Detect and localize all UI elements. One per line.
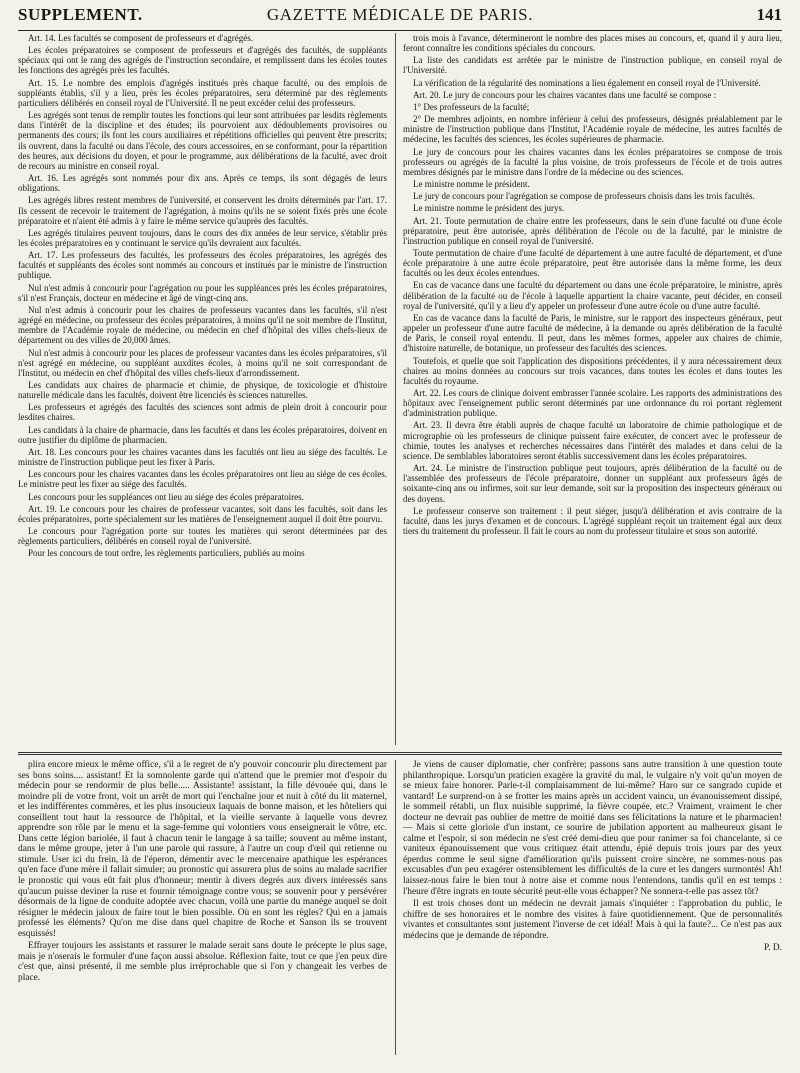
author-signature: P. D. <box>764 943 782 954</box>
paragraph: Je viens de causer diplomatie, cher confrère; passons sans autre transition à une question toute philanthropique. Lorsqu'un praticien exagère la gravité du mal, le vulgaire n'y voit qu'un moyen de se mieux faire honorer. Parle-t-il complaisamment de lui-même? Haro sur ce sangrado cupide et vantard! Le surprend-on à se frotter les mains après un accident vaincu, un évanouissement dissipé, le sommeil rétabli, un flux nuisible supprimé, la fièvre coupée, etc.? Vraiment, vraiment le cher docteur ne devrait pas oublier de mettre de moitié dans ses félicitations la nature et le pharmacien! — Mais si cette gloriole d'un instant, ce sourire de jubilation apportent au malheureux gisant le calme et l'espoir, si son médecin ne s'est créé demi-dieu que pour ranimer sa foi chancelante, si ce vaniteux épanouissement que vous critiquez était attendu, épié depuis trois jours par des yeux éperdus comme le seul signe d'amélioration qu'ils puissent croire sincère, ne sommes-nous pas excusables d'un peu exagérer ostensiblement les difficultés de la cure et les dangers surmontés! Ah! laissez-nous faire le bien tout à notre aise et comme nous l'entendons, tandis qu'il en est temps : l'heure d'être ingrats en toute sécurité peut-elle vous échapper? Ne sonnera-t-elle pas assez tôt? <box>403 760 782 897</box>
paragraph: Pour les concours de tout ordre, les règlements particuliers, publiés au moins <box>28 548 305 559</box>
paragraph: Les agrégés libres restent membres de l'université, et conservent les droits déterminés par l'art. 17. Ils cessent de recevoir le traitement de l'agrégation, à moins qu'ils ne se soient fixés près une école préparatoire et n'aient été admis à y faire le même service qu'auprès des facultés. <box>18 195 387 226</box>
journal-title: GAZETTE MÉDICALE DE PARIS. <box>266 5 534 24</box>
paragraph: Le concours pour l'agrégation porte sur toutes les matières qui seront déterminées par des règlements particuliers, délibérés en conseil royal de l'université. <box>18 526 387 547</box>
paragraph: Art. 14. Les facultés se composent de professeurs et d'agrégés. <box>28 33 254 43</box>
top-left-column <box>18 33 387 747</box>
section-divider <box>18 752 782 755</box>
paragraph: Art. 24. Le ministre de l'instruction publique peut toujours, après délibération de la faculté ou de l'assemblée des professeurs de l'école préparatoire, donner un suppléant aux professeurs âgés de soixante-cinq ans ou infirmes, soit sur leur demande, soit sur la proposition des inspecteurs généraux ou des doyens. <box>403 463 782 504</box>
paragraph: Le jury de concours pour les chaires vacantes dans les écoles préparatoires se compose de trois professeurs ou agrégés de la faculté la plus voisine, de trois professeurs de l'école et de trois autres membres désignés par le ministre dans l'ordre de la médecine ou des sciences. <box>403 146 782 177</box>
paragraph: Nul n'est admis à concourir pour les chaires de professeurs vacantes dans les facultés, s'il n'est agrégé en médecine, ou professeur des écoles préparatoires, à moins qu'il ne soit membre de l'Institut, membre de l'Académie royale de médecine, ou médecin en chef d'hôpital des villes chefs-lieux de département ou des villes de 20,000 âmes. <box>18 304 387 346</box>
paragraph: La vérification de la régularité des nominations a lieu également en conseil royal de l'Université. <box>413 77 761 88</box>
paragraph: Art. 15. Le nombre des emplois d'agrégés institués près chaque faculté, ou des emplois de suppléants établis, s'il y a lieu, près les écoles préparatoires, sera déterminé par des règlements particuliers délibérés en conseil royal de l'Université. Il ne peut excéder celui des professeurs. <box>18 77 387 108</box>
paragraph: Les concours pour les suppléances ont lieu au siége des écoles préparatoires. <box>28 491 304 502</box>
paragraph: Toutefois, et quelle que soit l'application des dispositions précédentes, il y aura nécessairement deux chaires au moins données au concours sur trois vacances, dans toutes les écoles et dans toutes les facultés du royaume. <box>403 355 782 386</box>
paragraph: Les candidats aux chaires de pharmacie et chimie, de physique, de toxicologie et d'histoire naturelle médicale dans les facultés, doivent être licenciés ès sciences naturelles. <box>18 380 387 401</box>
paragraph: En cas de vacance dans une faculté du département ou dans une école préparatoire, le ministre, après délibération de la faculté ou de l'école à laquelle appartient la chaire vacante, peut décider, en conseil royal de l'université, qu'il y a lieu d'y appeler un professeur d'une autre école ou d'une autre faculté. <box>403 280 782 311</box>
column-divider-bottom <box>395 760 396 1055</box>
bottom-right-column <box>403 760 782 1060</box>
paragraph: Art. 21. Toute permutation de chaire entre les professeurs, dans le sein d'une faculté ou d'une école préparatoire, peut être autorisée, après délibération de l'école ou de la faculté, par le ministre de l'instruction publique en conseil royal de l'université. <box>403 215 782 246</box>
page-number: 141 <box>756 5 782 24</box>
column-divider <box>395 33 396 745</box>
paragraph: Le ministre nomme le président des jurys. <box>413 203 565 214</box>
paragraph: Les agrégés titulaires peuvent toujours, dans le cours des dix années de leur service, s'établir près les écoles préparatoires en y continuant le service qu'ils devraient aux facultés. <box>18 227 387 248</box>
paragraph: En cas de vacance dans la faculté de Paris, le ministre, sur le rapport des inspecteurs généraux, peut appeler un professeur d'une autre faculté de médecine, à la demande ou après délibération de la faculté de Paris, le conseil royal entendu. Il peut, dans les mêmes formes, appeler aux chaires de chimie, d'histoire naturelle, de botanique, un professeur des facultés des sciences. <box>403 312 782 354</box>
paragraph: Les agrégés sont tenus de remplir toutes les fonctions qui leur sont attribuées par lesdits règlements dans l'intérêt de la discipline et des études; ils pourvoient aux dédoublements provisoires ou permanents des cours; ils font les cours auxiliaires et répétitions officielles qui peuvent être prescrits; ils ouvrent, dans la faculté ou dans l'école, des cours accessoires, en se conformant, pour la répartition des heures, aux décisions du doyen, et pour le programme, aux délibérations de la faculté, avec droit de recours au ministre en conseil royal. <box>18 110 387 171</box>
paragraph: 2° De membres adjoints, en nombre inférieur à celui des professeurs, désignés préalablement par le ministre de l'instruction publique dans l'Institut, l'Académie royale de médecine, les autres facultés de médecine, les facultés des sciences, les écoles supérieures de pharmacie. <box>403 114 782 145</box>
page-header <box>18 4 782 31</box>
paragraph: Art. 18. Les concours pour les chaires vacantes dans les facultés ont lieu au siége des facultés. Le ministre de l'instruction publique peut les fixer à Paris. <box>18 446 387 468</box>
paragraph: Il est trois choses dont un médecin ne devrait jamais s'inquiéter : l'approbation du public, le chiffre de ses honoraires et le nombre des visites à faire quotidiennement. Que de personnalités vivantes et consultantes sont justement l'inverse de cet idéal! Mais à qui la faute?... Ce n'est pas aux médecins que je demande de répondre. <box>403 899 782 941</box>
paragraph: Le ministre nomme le président. <box>413 179 530 190</box>
paragraph: Les candidats à la chaire de pharmacie, dans les facultés et dans les écoles préparatoires, doivent en outre justifier du diplôme de pharmacien. <box>18 424 387 445</box>
paragraph: Les professeurs et agrégés des facultés des sciences sont admis de plein droit à concourir pour lesdites chaires. <box>18 402 387 423</box>
paragraph: plira encore mieux le même office, s'il a le regret de n'y pouvoir concourir plu directement par ses bons soins.... assistant! Et la somnolente garde qui n'attend que le premier mot d'espoir du médecin pour se rendormir de plus belle..... Assistante! assistant, la fille dévouée qui, dans le moindre pli de votre front, voit un arrêt de mort qui l'enchaîne jour et nuit à côté du lit maternel, et les indifférentes commères, et les plus insoucieux laquais de bonne maison, et les hôteliers qui conseillent tout haut la ressource de l'hôpital, et la vieille servante à laquelle vous devrez apprendre son rôle par le menu et la sage-femme qui volontiers vous enseignerait le vôtre, etc. Dans cette légion bariolée, il faut à chacun tenir le langage à sa taille; souvent au même instant, dans le même groupe, jeter à l'un une parole qui rassure, à l'autre un coup d'œil qui retienne ou stimule. User ici du frein, là de l'éperon, démentir avec le mercenaire apathique les espérances qu'en face d'une mère il fallait simuler; au pronostic qui assurera plus de soins au malade sacrifier le pronostic qui vous eût fait plus d'honneur; mentir à divers degrés aux divers intéressés sans qu'aucun puisse deviner la ruse et fournir témoignage contre vous; se souvenir pour y persévérer désormais de la ligne de conduite adoptée avec chacun, voilà une partie du manége auquel se doit résigner le médecin jaloux de faire tout le bien possible. Où en sont les règles? Qui en a jamais professé les éléments? Qu'on me dise dans quel chapitre de Roche et Sanson ils se trouvent esquissés! <box>18 760 387 939</box>
paragraph: Art. 20. Le jury de concours pour les chaires vacantes dans une faculté se compose : <box>413 89 717 100</box>
paragraph: Art. 16. Les agrégés sont nommés pour dix ans. Après ce temps, ils sont dégagés de leurs obligations. <box>18 173 387 194</box>
bottom-left-column <box>18 760 387 1060</box>
paragraph: 1° Des professeurs de la faculté; <box>413 101 530 112</box>
paragraph: Les écoles préparatoires se composent de professeurs et d'agrégés des facultés, de suppléants spéciaux qui ont le rang des agrégés de l'instruction secondaire, et remplissent dans les écoles toutes les fonctions des agrégés près les facultés. <box>18 45 387 76</box>
paragraph: Effrayer toujours les assistants et rassurer le malade serait sans doute le précepte le plus sage, mais je n'oserais le formuler d'une façon aussi absolue. Réflexion faite, tout ce que j'en peux dire c'est que, ainsi présenté, il me semble plus irréprochable que si l'on y changeait les verbes de place. <box>18 941 387 983</box>
paragraph: Les concours pour les chaires vacantes dans les écoles préparatoires ont lieu au siége de ces écoles. Le ministre peut les fixer au siége des facultés. <box>18 469 387 490</box>
paragraph: Art. 23. Il devra être établi auprès de chaque faculté un laboratoire de chimie pathologique et de micrographie où les professeurs de clinique puissent faire exécuter, de concert avec le professeur de chimie, toutes les analyses et recherches nécessaires dans l'intérêt des malades et dans celui de la science. De semblables laboratoires seront établis successivement dans les écoles préparatoires. <box>403 420 782 461</box>
paragraph: trois mois à l'avance, détermineront le nombre des places mises au concours, et, quand il y aura lieu, feront connaître les conditions spéciales du concours. <box>403 33 782 54</box>
paragraph: Le professeur conserve son traitement : il peut siéger, jusqu'à délibération et avis contraire de la faculté, dans les jurys d'examen et de concours. L'agrégé suppléant reçoit un traitement égal aux deux tiers du traitement du professeur. Il fait le cours au nom du professeur titulaire et sous son autorité. <box>403 505 782 537</box>
paragraph: Nul n'est admis à concourir pour les places de professeur vacantes dans les écoles préparatoires, s'il n'est agrégé en médecine, ou suppléant auxdites écoles, à moins qu'il ne soit correspondant de l'Institut, ou médecin en chef d'hôpital des villes chefs-lieux d'arrondissement. <box>18 347 387 378</box>
paragraph: Art. 22. Les cours de clinique doivent embrasser l'année scolaire. Les rapports des administrations des hôpitaux avec l'enseignement public seront déterminés par une ordonnance du roi portant règlement d'administration publique. <box>403 388 782 419</box>
top-right-column <box>403 33 782 747</box>
paragraph: Le jury de concours pour l'agrégation se compose de professeurs choisis dans les trois facultés. <box>413 191 755 202</box>
paragraph: La liste des candidats est arrêtée par le ministre de l'instruction publique, en conseil royal de l'Université. <box>403 55 782 76</box>
section-label: SUPPLEMENT. <box>18 5 143 24</box>
paragraph: Art. 17. Les professeurs des facultés, les professeurs des écoles préparatoires, les agrégés des facultés et suppléants des écoles sont nommés au concours et institués par le ministre de l'instruction publique. <box>18 250 387 281</box>
paragraph: Art. 19. Le concours pour les chaires de professeur vacantes, soit dans les facultés, soit dans les écoles préparatoires, porte spécialement sur les matières de l'enseignement auquel il doit être pourvu. <box>18 503 387 524</box>
paragraph: Toute permutation de chaire d'une faculté de département à une autre faculté de département, et d'une école préparatoire à une autre école préparatoire, peut être autorisée dans la même forme, les deux facultés ou les deux écoles entendues. <box>403 247 782 279</box>
paragraph: Nul n'est admis à concourir pour l'agrégation ou pour les suppléances près les écoles préparatoires, s'il n'est Français, docteur en médecine et âgé de vingt-cinq ans. <box>18 282 387 303</box>
